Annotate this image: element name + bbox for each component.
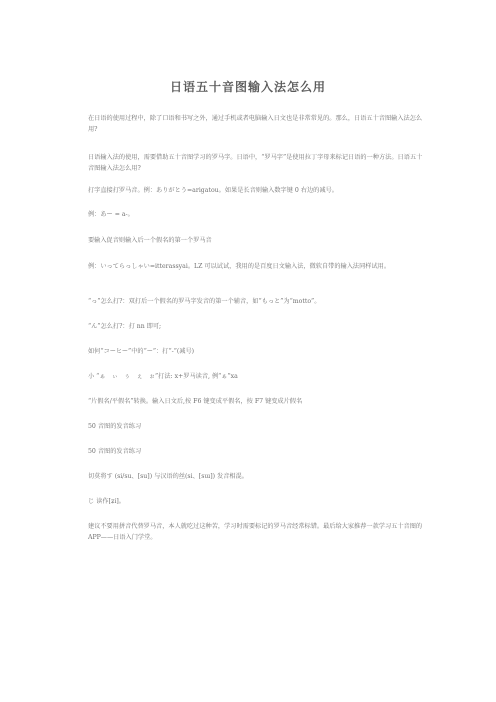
- paragraph-heading-practice-1: 50 音图的发音练习: [88, 423, 142, 430]
- paragraph-su-pronunciation: 切莫将す (si/su、[su]) 与汉语的丝(si、[sɯ]) 发音相混。: [88, 473, 248, 480]
- paragraph-long-vowel-example: 例：あー = a-。: [88, 211, 134, 218]
- paragraph-recommendation: 建议不要用拼音代替罗马音，本人就吃过这种苦，学习时需要标记的罗马音经常标错。最后给大家推荐一款学习五十音图的 APP——日语入门学堂。: [88, 523, 423, 541]
- paragraph-intro: 在日语的使用过程中，除了口语和书写之外，通过手机或者电脑输入日文也是非常常见的。那么，日语五十音图输入法怎么用?: [88, 115, 423, 133]
- document-title: 日语五十音图输入法怎么用: [169, 80, 326, 94]
- paragraph-typing: 打字直接打罗马音。例：ありがとう=arigatou。如果是长音则输入数字键 0 右边的减号。: [88, 187, 338, 194]
- paragraph-ji-pronunciation: じ 读作[ʑi]。: [88, 498, 125, 505]
- paragraph-kana-convert: “片假名/平假名”转换。输入日文后,按 F6 键变成平假名，按 F7 键变成片假名: [88, 398, 303, 405]
- paragraph-small-tsu: “っ”怎么打?：双打后一个假名的罗马字发音的第一个辅音，如“もっと”为“motto”。: [88, 298, 321, 305]
- paragraph-sokuon: 要输入促音则输入后一个假名的第一个罗马音: [88, 237, 212, 244]
- paragraph-long-dash: 如何“コーヒー”中的“ー”：打“-”(减号): [88, 348, 195, 355]
- paragraph-heading-practice-2: 50 音图的发音练习: [88, 448, 142, 455]
- paragraph-small-kana: 小 “ぁ ぃ ぅ ぇ ぉ”打法: x+罗马读音, 例“ぁ”xa: [88, 373, 238, 380]
- paragraph-romaji: 日语输入法的使用，需要借助五十音图学习的罗马字。日语中，“罗马字”是使用拉丁字母来标记日语的一种方法。日语五十音图输入法怎么用?: [88, 154, 423, 172]
- paragraph-n: “ん”怎么打?：打 nn 即可;: [88, 323, 162, 330]
- paragraph-sokuon-example: 例：いってらっしゃい=itterassyai。LZ 可以试试，我用的是百度日文输入法，微软自带的输入法同样试用。: [88, 263, 391, 270]
